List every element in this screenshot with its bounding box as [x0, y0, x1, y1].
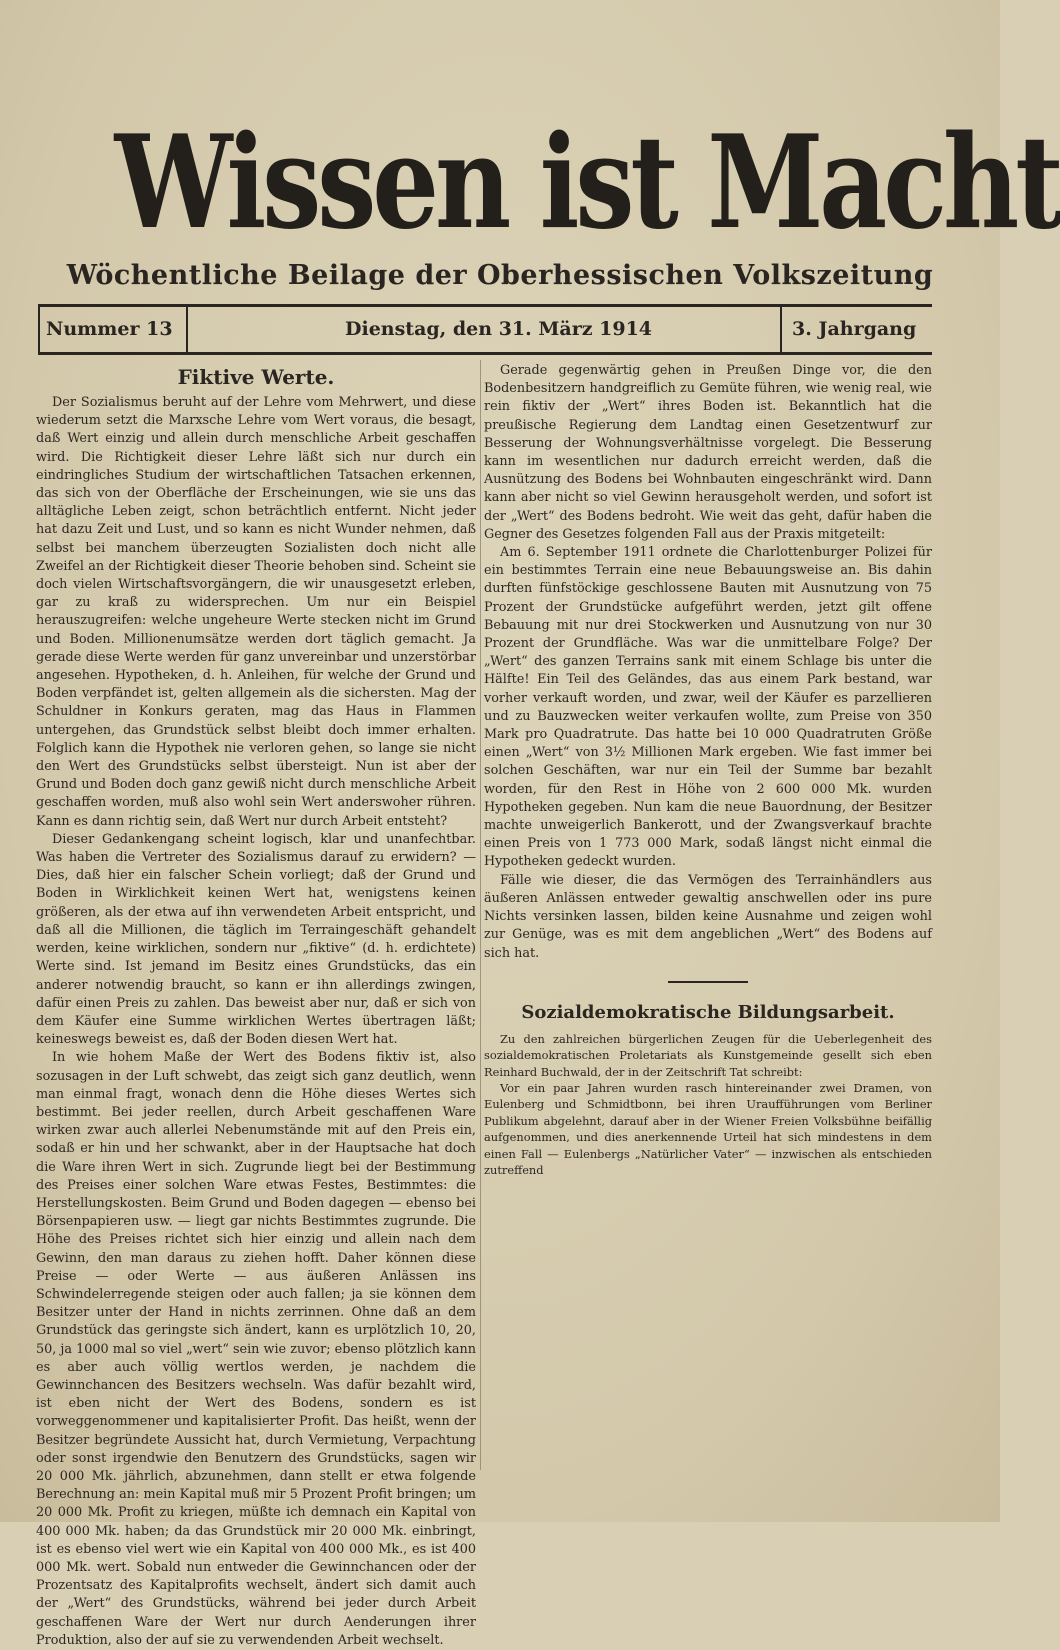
article-paragraph: In wie hohem Maße der Wert des Bodens fiktiv ist, also sozusagen in der Luft schwebt, das zeigt sich ganz deutlich, wenn man einmal fragt, wonach denn die Höhe dieses Wertes sich bestimmt. Bei jeder reellen, durch Arbeit geschaffenen Ware wirken zwar auch allerlei Nebenumstände mit auf den Preis ein, sodaß er hin und her schwankt, aber in der Hauptsache hat doch die Ware ihren Wert in sich. Zugrunde liegt bei der Bestimmung des Preises einer solchen Ware etwas Festes, Bestimmtes: die Herstellungskosten. Beim Grund und Boden dagegen — ebenso bei Börsenpapieren usw. — liegt gar nichts Bestimmtes zugrunde. Die Höhe des Preises richtet sich hier einzig und allein nach dem Gewinn, den man daraus zu ziehen hofft. Daher können diese Preise — oder Werte — aus äußeren Anlässen ins Schwindelerregende steigen oder auch fallen; ja sie können dem Besitzer unter der Hand in nichts zerrinnen. Ohne daß an dem Grundstück das geringste sich ändert, kann es urplötzlich 10, 20, 50, ja 1000 mal so viel „wert“ sein wie zuvor; ebenso plötzlich kann es aber auch völlig wertlos werden, je nachdem die Gewinnchancen des Besitzers wechseln. Was dafür bezahlt wird, ist eben nicht der Wert des Bodens, sondern es ist vorweggenommener und kapitalisierter Profit. Das heißt, wenn der Besitzer begründete Aussicht hat, durch Vermietung, Verpachtung oder sonst irgendwie den Benutzern des Grundstücks, sagen wir 20 000 Mk. jährlich, abzunehmen, dann stellt er etwa folgende Berechnung an: mein Kapital muß mir 5 Prozent Profit bringen; um 20 000 Mk. Profit zu kriegen, müßte ich demnach ein Kapital von 400 000 Mk. haben; da das Grundstück mir 20 000 Mk. einbringt, ist es ebenso viel wert wie ein Kapital von 400 000 Mk., es ist 400 000 Mk. wert. Sobald nun entweder die Gewinnchancen oder der Prozentsatz des Kapitalprofits wechselt, ändert sich damit auch der „Wert“ des Grundstücks, während bei jeder durch Arbeit geschaffenen Ware der Wert nur durch Aenderungen ihrer Produktion, also der auf sie zu verwendenden Arbeit wechselt.: [36, 1050, 476, 1648]
header-rule-bottom: [38, 352, 932, 355]
article-title: Fiktive Werte.: [177, 365, 335, 389]
article-paragraph: Fälle wie dieser, die das Vermögen des Terrainhändlers aus äußeren Anlässen entweder gewaltig anschwellen oder ins pure Nichts versinken lassen, bilden keine Ausnahme und zeigen wohl zur Genüge, was es mit dem angeblichen „Wert“ des Bodens auf sich hat.: [484, 872, 932, 961]
article-title-2: Sozialdemokratische Bildungsarbeit.: [521, 1001, 895, 1023]
header-divider-1: [186, 304, 188, 355]
article-separator: [668, 981, 748, 983]
column-right: [484, 362, 932, 1502]
header-divider-2: [780, 304, 782, 355]
article-paragraph: Am 6. September 1911 ordnete die Charlottenburger Polizei für ein bestimmtes Terrain eine neue Bebauungsweise an. Bis dahin durften fünfstöckige geschlossene Bauten mit Ausnutzung von 75 Prozent der Grundstücke aufgeführt werden, jetzt gilt offene Bebauung mit nur drei Stockwerken und Ausnutzung von nur 30 Prozent der Grundfläche. Was war die unmittelbare Folge? Der „Wert“ des ganzen Terrains sank mit einem Schlage bis unter die Hälfte! Ein Teil des Geländes, das aus einem Park bestand, war vorher verkauft worden, und zwar, weil der Käufer es parzellieren und zu Bauzwecken weiter verkaufen wollte, zum Preise von 350 Mark pro Quadratrute. Das hatte bei 10 000 Quadratruten Größe einen „Wert“ von 3½ Millionen Mark ergeben. Wie fast immer bei solchen Geschäften, war nur ein Teil der Summe bar bezahlt worden, für den Rest in Höhe von 2 600 000 Mk. wurden Hypotheken gegeben. Nun kam die neue Bauordnung, der Besitzer machte unweigerlich Bankerott, und der Zwangsverkauf brachte einen Preis von 1 773 000 Mark, sodaß längst nicht einmal die Hypotheken gedeckt wurden.: [484, 545, 932, 870]
masthead-subtitle: Wöchentliche Beilage der Oberhessischen Volkszeitung: [66, 260, 934, 291]
column-left: [36, 362, 476, 1648]
issue-volume: 3. Jahrgang: [792, 318, 917, 340]
article-2-body: [484, 1031, 932, 1179]
header-rule-top: [38, 304, 932, 307]
masthead-title: Wissen ist Macht: [114, 108, 1060, 258]
column-divider: [480, 360, 481, 1470]
article-paragraph: Der Sozialismus beruht auf der Lehre vom Mehrwert, und diese wiederum setzt die Marxsche Lehre vom Wert voraus, die besagt, daß Wert einzig und allein durch menschliche Arbeit geschaffen wird. Die Richtigkeit dieser Lehre läßt sich nur durch ein eindringliches Studium der wirtschaftlichen Tatsachen erkennen, das sich von der Oberfläche der Erscheinungen, wie sie uns das alltägliche Leben zeigt, schon beträchtlich entfernt. Nicht jeder hat dazu Zeit und Lust, und so kann es nicht Wunder nehmen, daß selbst bei manchem überzeugten Sozialisten doch nicht alle Zweifel an der Richtigkeit dieser Theorie behoben sind. Scheint sie doch vielen Wirtschaftsvorgängern, die wir unausgesetzt erleben, gar zu kraß zu widersprechen. Um nur ein Beispiel herauszugreifen: welche ungeheure Werte stecken nicht im Grund und Boden. Millionenumsätze werden dort täglich gemacht. Ja gerade diese Werte werden für ganz unvereinbar und unzerstörbar angesehen. Hypotheken, d. h. Anleihen, für welche der Grund und Boden verpfändet ist, gelten allgemein als die sichersten. Mag der Schuldner in Konkurs geraten, mag das Haus in Flammen untergehen, das Grundstück selbst bleibt doch immer erhalten. Folglich kann die Hypothek nie verloren gehen, so lange sie nicht den Wert des Grundstücks selbst übersteigt. Nun ist aber der Grund und Boden doch ganz gewiß nicht durch menschliche Arbeit geschaffen worden, muß also wohl sein Wert anderswoher rühren. Kann es dann richtig sein, daß Wert nur durch Arbeit entsteht?: [36, 395, 476, 829]
article-paragraph: Vor ein paar Jahren wurden rasch hintereinander zwei Dramen, von Eulenberg und Schmidtbonn, bei ihren Uraufführungen vom Berliner Publikum abgelehnt, darauf aber in der Wiener Freien Volksbühne beifällig aufgenommen, und dies anerkennende Urteil hat sich mindestens in dem einen Fall — Eulenbergs „Natürlicher Vater“ — inzwischen als entschieden zutreffend: [484, 1080, 932, 1177]
issue-date: Dienstag, den 31. März 1914: [345, 318, 653, 340]
issue-number: Nummer 13: [46, 318, 173, 340]
header-box-left-edge: [38, 304, 40, 355]
article-paragraph: Gerade gegenwärtig gehen in Preußen Dinge vor, die den Bodenbesitzern handgreiflich zu Gemüte führen, wie wenig real, wie rein fiktiv der „Wert“ ihres Boden ist. Bekanntlich hat die preußische Regierung dem Landtag einen Gesetzentwurf zur Besserung der Wohnungsverhältnisse vorgelegt. Die Besserung kann im wesentlichen nur dadurch erreicht werden, daß die Ausnützung des Bodens bei Wohnbauten eingeschränkt wird. Dann kann aber nicht so viel Gewinn herausgeholt werden, und sofort ist der „Wert“ des Bodens bedroht. Wie weit das geht, dafür haben die Gegner des Gesetzes folgenden Fall aus der Praxis mitgeteilt:: [484, 363, 932, 542]
article-paragraph: Zu den zahlreichen bürgerlichen Zeugen für die Ueberlegenheit des sozialdemokratischen Proletariats als Kunstgemeinde gesellt sich eben Reinhard Buchwald, der in der Zeitschrift Tat schreibt:: [484, 1031, 932, 1079]
article-paragraph: Dieser Gedankengang scheint logisch, klar und unanfechtbar. Was haben die Vertreter des Sozialismus darauf zu erwidern? — Dies, daß hier ein falscher Schein vorliegt; daß der Grund und Boden in Wirklichkeit keinen Wert hat, wenigstens keinen größeren, als der etwa auf ihn verwendeten Arbeit entspricht, und daß all die Millionen, die täglich im Terraingeschäft gehandelt werden, keine wirklichen, sondern nur „fiktive“ (d. h. erdichtete) Werte sind. Ist jemand im Besitz eines Grundstücks, das ein anderer notwendig braucht, so kann er ihn allerdings zwingen, dafür einen Preis zu zahlen. Das beweist aber nur, daß er sich von dem Käufer eine Summe wirklichen Wertes übertragen läßt; keineswegs beweist es, daß der Boden diesen Wert hat.: [36, 831, 476, 1048]
